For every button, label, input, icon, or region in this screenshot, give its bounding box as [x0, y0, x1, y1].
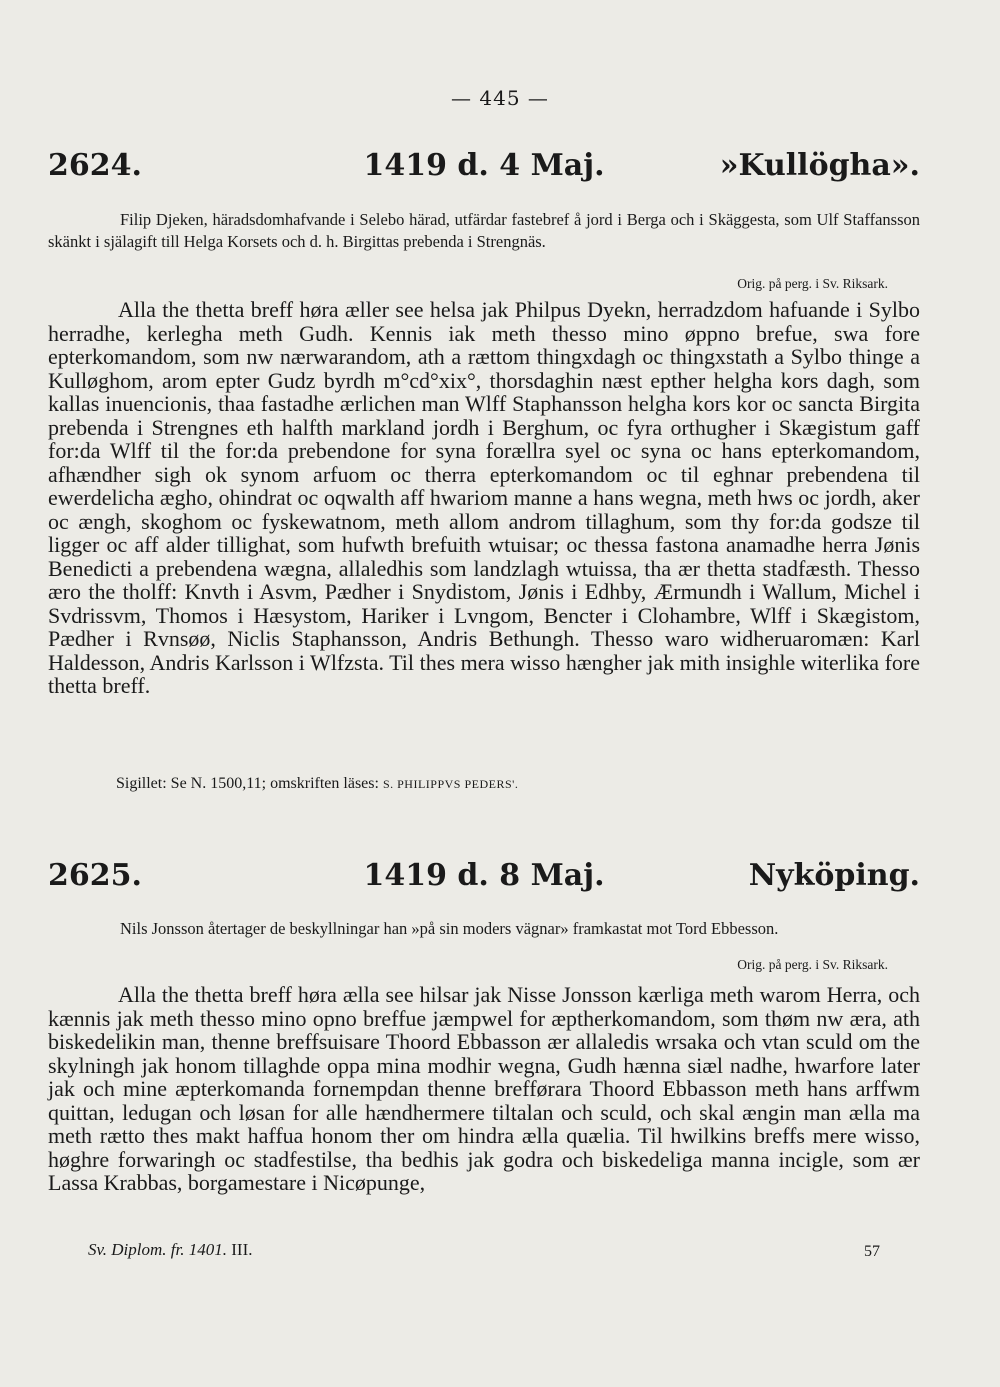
footer-signature	[88, 1240, 252, 1260]
seal-label: Sigillet:	[116, 775, 167, 792]
entry-heading	[48, 148, 920, 192]
seal-inscription: S. PHILIPPVS PEDERS'.	[382, 777, 519, 791]
seal-text: Se N. 1500,11; omskriften läses:	[170, 775, 379, 792]
sheet-number: 57	[864, 1243, 880, 1260]
entry-date: 1419 d. 8 Maj.	[363, 858, 605, 893]
entry-text: Alla the thetta breff høra æller see helsa jak Philpus Dyekn, herradzdom hafuande i Sylbo herradhe, kerlegha meth Gudh. Kennis iak meth thesso mino øppno brefue, swa fore epterkomandom, som nw nærwarandom, ath a rættom thingxdagh oc thingxstath a Sylbo thinge a Kulløghom, arom epter Gudz byrdh m°cd°xix°, thorsdaghin næst epther helgha kors dagh, som kallas inuencionis, thaa fastadhe ærlichen man Wlff Staphansson helgha kors kor oc sancta Birgita prebenda i Strengnes eth halfth markland jordh i Berghum, oc fyra orthugher i Skægistum gaff for:da Wlff til the for:da prebendone for syna forællra syel oc syna oc hans epterkomandom, afhændher sigh ok synom arfuom oc therra epterkomandom oc til eghnar prebendena til ewerdelicha ægho, ohindrat oc oqwalth aff hwariom manne a hans wegna, meth hws oc jordh, aker oc ængh, skoghom oc fyskewatnom, meth allom androm tillaghum, som thy for:da godsze til ligger oc aff alder tillighat, som hufwth brefuith wtuisar; oc thessa fastona anamadhe herra Jønis Benedicti a prebendena wægna, allaledhis som landzlagh wtuissa, tha ær thetta stadfæsth. Thesso æro the tholff: Knvth i Asvm, Pædher i Snydistom, Jønis i Edhby, Ærmundh i Wallum, Michel i Svdrissvm, Thomos i Hæsystom, Hariker i Lvngom, Bencter i Clohambre, Wlff i Skægistom, Pædher i Rvnsøø, Niclis Staphansson, Andris Bethungh. Thesso waro widheruaromæn: Karl Haldesson, Andris Karlsson i Wlfzsta. Til thes mera wisso hængher jak mith insighle witerlika fore thetta breff.	[48, 297, 920, 698]
entry-place: »Kullögha».	[719, 148, 920, 183]
entry-date: 1419 d. 4 Maj.	[363, 148, 605, 183]
seal-note	[116, 775, 518, 793]
entry-source: Orig. på perg. i Sv. Riksark.	[737, 276, 888, 291]
volume-mark: III.	[231, 1240, 253, 1259]
entry-heading	[48, 858, 920, 902]
entry-number: 2624.	[48, 148, 142, 183]
entry-summary: Filip Djeken, häradsdomhafvande i Selebo härad, utfärdar fastebref å jord i Berga och i Skäggesta, som Ulf Staffansson skänkt i själagift till Helga Korsets och d. h. Birgittas prebenda i Strengnäs.	[48, 210, 920, 251]
entry-summary: Nils Jonsson återtager de beskyllningar han »på sin moders vägnar» framkastat mot Tord Ebbesson.	[120, 919, 779, 938]
entry-source: Orig. på perg. i Sv. Riksark.	[737, 957, 888, 972]
entry-number: 2625.	[48, 858, 142, 893]
page-number: — 445 —	[451, 86, 549, 110]
entry-place: Nyköping.	[748, 858, 920, 893]
entry-text: Alla the thetta breff høra ælla see hilsar jak Nisse Jonsson kærliga meth warom Herra, och kænnis jak meth thesso mino opno breffue jæmpwel for æptherkomandom, som thøm nw æra, ath biskedelikin man, thenne breffsuisare Thoord Ebbasson ær allaledis wrsaka och vtan sculd om the skylningh jak honom tillaghde oppa mina modhir wegna, Gudh hænna siæl nadhe, hwarfore later jak och mine æpterkomanda fornempdan thenne brefførara Thoord Ebbasson meth hans arffwm quittan, ledugan och løsan for alle hændhermere tiltalan och sculd, och skal ængin man ælla ma meth rætto thes makt haffua honom ther om hindra ælla quælia. Til hwilkins breffs mere wisso, høghre forwaringh oc stadfestilse, tha bedhis jak godra och biskedeliga manna incigle, som ær Lassa Krabbas, borgamestare i Nicøpunge,	[48, 982, 920, 1195]
signature-mark: Sv. Diplom. fr. 1401.	[88, 1240, 227, 1259]
